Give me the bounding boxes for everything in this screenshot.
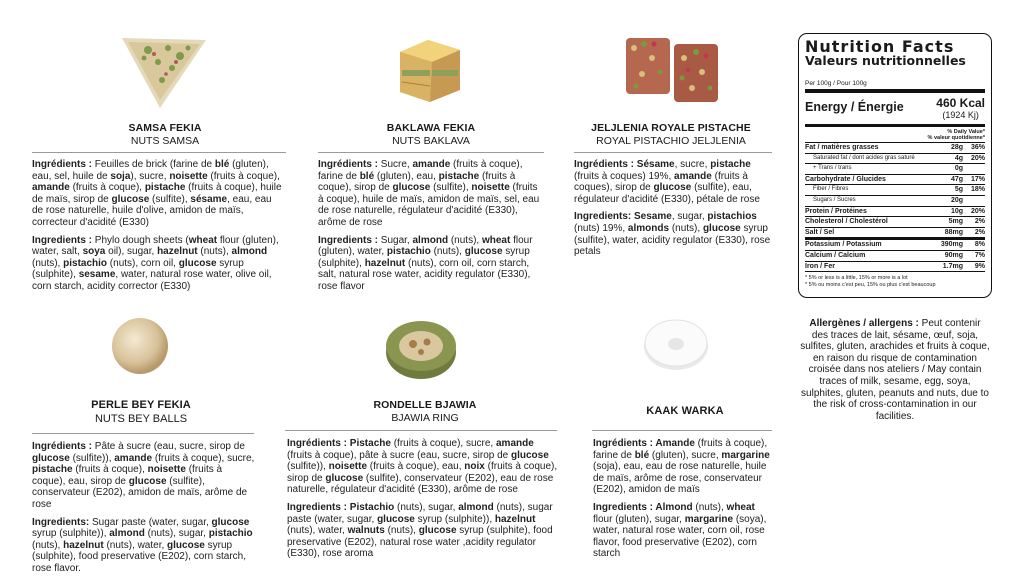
nutrient-amount: 5g	[954, 186, 963, 194]
product-name-kaak-warka	[600, 405, 770, 418]
highlighted-term: Ingrédients :	[287, 438, 350, 449]
nutrient-amount: 4g	[954, 154, 963, 162]
highlighted-term: Ingrédients :	[32, 441, 95, 452]
highlighted-term: pistache	[710, 159, 751, 170]
ingredients-fr	[593, 438, 775, 496]
nutrient-amount: 90mg	[944, 251, 963, 259]
nutrient-daily-value: 20%	[970, 154, 985, 162]
nutrient-row	[805, 262, 985, 273]
nutrient-row	[805, 240, 985, 251]
highlighted-term: Allergènes / allergens :	[809, 318, 922, 329]
text-segment: (soja), eau, eau de rose naturelle, huile de maïs, arôme de rose, conservateur (E202), amidon de maïs	[593, 461, 767, 496]
nutrient-label: Carbohydrate / Glucides	[805, 175, 886, 183]
highlighted-term: glucose	[464, 246, 503, 258]
nutrient-label: Protein / Protéines	[805, 207, 867, 215]
nutrient-daily-value: 2%	[974, 218, 985, 226]
nutrient-daily-value	[963, 196, 985, 206]
text-segment: , water, natural rose water, olive oil, corn starch, acidity corrector (E330)	[32, 269, 272, 292]
highlighted-term: Pistachio	[349, 501, 395, 513]
text-segment: syrup (sulphite),	[318, 246, 530, 269]
text-segment: flour (gluten), sugar,	[593, 513, 685, 525]
text-segment: ), sucre,	[130, 170, 170, 182]
highlighted-term: glucose	[128, 475, 167, 487]
highlighted-term: pistachio	[386, 246, 431, 258]
nutrient-row	[805, 154, 985, 165]
highlighted-term: Ingredients :	[32, 234, 95, 246]
text-segment: syrup (sulphite),	[32, 257, 244, 281]
text-segment: (nuts), sugar,	[144, 528, 209, 540]
daily-value-header	[805, 127, 985, 143]
highlighted-term: Almond	[655, 501, 693, 513]
nutrient-label: Potassium / Potassium	[805, 241, 882, 249]
highlighted-term: hazelnut	[157, 246, 198, 258]
text-segment: (fruits à coque),	[69, 182, 145, 194]
highlighted-term: glucose	[392, 182, 431, 194]
text-segment: (gluten), eau, sel, huile de	[32, 159, 269, 182]
ingredients-baklawa-fekia	[318, 159, 544, 299]
nutrition-facts-panel	[798, 33, 992, 298]
highlighted-term: noisette	[169, 170, 208, 182]
nutrient-label: Calcium / Calcium	[805, 251, 866, 259]
highlighted-term: blé	[214, 159, 230, 170]
text-segment: (nuts), corn oil,	[107, 257, 179, 269]
ingredients-kaak-warka	[593, 438, 775, 566]
nutrient-amount: 1.7mg	[942, 262, 963, 270]
nutrient-label: Iron / Fer	[805, 262, 835, 270]
nutrient-amount: 20g	[950, 196, 963, 204]
text-segment: syrup (sulphite)),	[32, 528, 110, 540]
highlighted-term: glucose	[418, 525, 457, 537]
text-segment: (nuts),	[692, 501, 727, 513]
text-segment: (nuts) 19%,	[574, 222, 628, 234]
text-segment: flour (gluten), water,	[318, 234, 533, 258]
product-subtitle: ROYAL PISTACHIO JELJLENIA	[596, 135, 746, 147]
text-segment: (sulfite)),	[287, 461, 329, 473]
text-segment: (sulfite)),	[69, 452, 115, 464]
text-segment: (nuts),	[32, 539, 64, 551]
product-title: KAAK WARKA	[646, 405, 724, 417]
highlighted-term: Sesame	[634, 211, 672, 223]
divider	[592, 430, 772, 431]
kaak-warka-photo	[640, 314, 712, 374]
highlighted-term: noisette	[147, 464, 186, 476]
product-title: SAMSA FEKIA	[128, 122, 202, 134]
highlighted-term: glucose	[653, 182, 692, 194]
nutrient-row	[805, 185, 985, 196]
text-segment: (fruits à coque), sirop de	[318, 170, 516, 194]
daily-value-header-en: % Daily Value*	[947, 129, 985, 135]
nutrient-daily-value: 7%	[974, 251, 985, 259]
ingredients-fr	[574, 159, 774, 205]
text-segment: (fruits à coque),	[207, 170, 280, 182]
text-segment: (fruits à coque), sucre,	[390, 438, 496, 449]
text-segment: Sucre,	[380, 159, 413, 170]
energy-kcal: 460 Kcal	[936, 96, 985, 110]
text-segment: (fruits à coque), farine de	[593, 438, 768, 461]
footnote-fr: * 5% ou moins c'est peu, 15% ou plus c'est beaucoup	[805, 282, 936, 289]
nutrient-row	[805, 217, 985, 228]
highlighted-term: almond	[412, 234, 449, 246]
highlighted-term: Ingredients:	[32, 516, 93, 528]
highlighted-term: Ingrédients :	[574, 159, 637, 170]
text-segment: (fruits à coque), sucre,	[152, 452, 255, 464]
divider	[32, 152, 286, 153]
highlighted-term: almond	[231, 246, 268, 258]
rondelle-bjawia-photo	[383, 314, 459, 382]
nutrient-amount: 47g	[950, 175, 963, 183]
nutrient-daily-value: 18%	[970, 186, 985, 194]
product-subtitle: NUTS BAKLAVA	[392, 135, 470, 147]
text-segment: Sugar,	[380, 234, 413, 246]
product-subtitle: NUTS SAMSA	[130, 135, 200, 147]
text-segment: (fruits à coques) 19%,	[574, 170, 675, 182]
nutrient-daily-value	[963, 164, 985, 174]
highlighted-term: Ingredients :	[318, 234, 381, 246]
text-segment: (fruits à coque), huile de maïs, amidon de maïs, sel, eau de rose naturelle, régulateur d'acidité (E330), arôme de rose	[318, 182, 540, 228]
ingredients-en	[593, 502, 775, 560]
nutrient-label: Sugars / Sucres	[813, 196, 856, 203]
text-segment: (nuts), sugar,	[394, 501, 459, 513]
highlighted-term: soya	[82, 246, 106, 258]
ingredients-fr	[32, 441, 258, 511]
highlighted-term: amande	[412, 159, 451, 170]
nutrient-amount: 0g	[954, 165, 963, 173]
text-segment: (nuts), corn oil, corn starch, salt, natural rose water, acidity regulator (E330), rose flavor	[318, 257, 531, 292]
text-segment: (fruits à coque), pâte à sucre (eau, sucre, sirop de	[287, 449, 511, 461]
nutrient-amount: 10g	[950, 207, 963, 215]
samsa-fekia-photo	[118, 32, 210, 110]
ingredients-perle-bey	[32, 441, 258, 581]
ingredients-en	[318, 235, 544, 293]
highlighted-term: hazelnut	[63, 539, 104, 551]
text-segment: (nuts),	[430, 246, 465, 258]
highlighted-term: pistache	[144, 182, 186, 194]
daily-value-header-fr: % valeur quotidienne*	[927, 135, 985, 141]
text-segment: (soya), water, natural rose water, corn oil, rose flavor, food preservative (E202), corn starch	[593, 513, 767, 560]
highlighted-term: Pistache	[349, 438, 391, 449]
highlighted-term: amande	[495, 438, 534, 449]
text-segment: (fruits à coques), sirop de	[574, 170, 748, 194]
text-segment: Phylo dough sheets (	[94, 234, 189, 246]
text-segment: , sucre,	[674, 159, 711, 170]
text-segment: (fruits à coque), eau,	[367, 461, 465, 473]
highlighted-term: margarine	[684, 513, 734, 525]
nutrient-row	[805, 207, 985, 218]
nutrient-daily-value: 8%	[974, 241, 985, 249]
text-segment: Feuilles de brick (farine de	[94, 159, 215, 170]
highlighted-term: Ingredients :	[287, 501, 350, 513]
highlighted-term: glucose	[511, 449, 549, 461]
text-segment: (nuts),	[32, 257, 64, 269]
ingredients-en	[32, 517, 258, 575]
highlighted-term: sesame	[78, 269, 116, 281]
text-segment: (nuts), sugar paste (water, sugar,	[287, 501, 553, 525]
nutrient-daily-value: 2%	[974, 228, 985, 236]
divider	[318, 152, 544, 153]
highlighted-term: noisette	[471, 182, 510, 194]
nutrient-daily-value: 9%	[974, 262, 985, 270]
jeljlenia-photo	[622, 28, 722, 108]
highlighted-term: wheat	[188, 234, 218, 246]
ingredients-jeljlenia	[574, 159, 774, 264]
highlighted-term: glucose	[167, 539, 205, 551]
highlighted-term: blé	[359, 170, 375, 182]
energy-kj: (1924 Kj)	[942, 110, 979, 120]
product-title: PERLE BEY FEKIA	[91, 399, 191, 411]
highlighted-term: glucose	[325, 472, 364, 484]
text-segment: (nuts),	[197, 246, 232, 258]
highlighted-term: pistachios	[707, 211, 757, 223]
text-segment: , sugar,	[671, 211, 708, 223]
highlighted-term: Ingredients:	[574, 211, 635, 223]
nutrition-footnote	[805, 275, 985, 289]
text-segment: (gluten), sucre,	[649, 449, 722, 461]
nutrition-title: Nutrition Facts	[805, 37, 955, 56]
highlighted-term: noisette	[328, 461, 368, 473]
perle-bey-photo	[110, 316, 170, 376]
baklawa-fekia-photo	[390, 34, 466, 106]
text-segment: oil), sugar,	[105, 246, 158, 258]
highlighted-term: Ingredients :	[593, 501, 656, 513]
nutrient-row	[805, 251, 985, 262]
energy-value	[936, 97, 985, 121]
text-segment: (fruits à coque), sirop de	[287, 461, 558, 484]
ingredients-en	[32, 235, 284, 293]
product-name-perle-bey	[56, 398, 226, 426]
nutrient-label: Cholesterol / Cholestérol	[805, 218, 888, 226]
product-subtitle: NUTS BEY BALLS	[94, 413, 188, 425]
nutrient-daily-value: 36%	[970, 144, 985, 151]
nutrient-label: Saturated fat / dont acides gras saturé	[813, 154, 915, 161]
product-title: RONDELLE BJAWIA	[373, 399, 477, 411]
nutrient-amount: 88mg	[944, 228, 963, 236]
text-segment: (nuts),	[669, 222, 703, 234]
highlighted-term: blé	[634, 449, 650, 461]
ingredients-samsa-fekia	[32, 159, 284, 299]
highlighted-term: pistachio	[63, 257, 108, 269]
nutrient-amount: 5mg	[948, 218, 963, 226]
highlighted-term: Ingrédients :	[318, 159, 381, 170]
highlighted-term: glucose	[111, 193, 150, 205]
highlighted-term: soja	[110, 170, 131, 182]
product-name-baklawa-fekia	[346, 122, 516, 148]
nutrient-rows	[805, 143, 985, 272]
text-segment: (fruits à coque), farine de	[318, 159, 523, 182]
nutrient-label: Fiber / Fibres	[813, 186, 849, 193]
text-segment: (nuts),	[448, 234, 482, 246]
text-segment: (nuts), water,	[287, 525, 348, 537]
text-segment: (sulfite),	[430, 182, 472, 194]
nutrient-label: + Trans / trans	[813, 165, 852, 172]
nutrient-amount: 28g	[950, 144, 963, 151]
text-segment: syrup (sulphite), food preservative (E202), natural rose water ,acidity regulator (E330), rose aroma	[287, 525, 553, 560]
highlighted-term: pistachio	[208, 528, 253, 540]
product-name-jeljlenia	[572, 122, 770, 148]
nutrient-row	[805, 196, 985, 207]
highlighted-term: pistache	[438, 170, 480, 182]
text-segment: (fruits à coque), huile de maïs, sirop de	[32, 182, 282, 205]
highlighted-term: walnuts	[347, 525, 385, 537]
highlighted-term: Amande	[655, 438, 695, 449]
nutrition-title-fr: Valeurs nutritionnelles	[805, 53, 966, 68]
text-segment: Sugar paste (water, sugar,	[92, 516, 212, 528]
text-segment: syrup (sulfite), water, acidity regulator (E330), rose petals	[574, 222, 771, 258]
highlighted-term: wheat	[726, 501, 755, 513]
product-title: JELJLENIA ROYALE PISTACHE	[591, 122, 751, 134]
text-segment: (sulfite), conservateur (E202), eau de rose naturelle, régulateur d'acidité (E330), arôme de rose	[287, 472, 554, 496]
highlighted-term: glucose	[32, 452, 70, 464]
nutrient-amount: 390mg	[940, 241, 963, 249]
nutrient-row	[805, 228, 985, 241]
highlighted-term: noix	[464, 461, 485, 473]
highlighted-term: hazelnut	[364, 257, 406, 269]
ingredients-fr	[318, 159, 544, 229]
product-name-samsa-fekia	[80, 122, 250, 148]
highlighted-term: Ingrédients :	[32, 159, 95, 170]
ingredients-en	[574, 211, 774, 257]
text-segment: (nuts),	[384, 525, 419, 537]
divider	[32, 433, 254, 434]
highlighted-term: amande	[32, 182, 70, 194]
nutrient-label: Salt / Sel	[805, 228, 835, 236]
text-segment: syrup (sulphite), food preservative (E202), corn starch, rose flavor.	[32, 539, 246, 574]
text-segment: Pâte à sucre (eau, sucre, sirop de	[94, 441, 245, 452]
highlighted-term: wheat	[481, 234, 511, 246]
highlighted-term: almond	[109, 528, 145, 540]
text-segment: (fruits à coque), eau, sirop de	[32, 464, 223, 487]
energy-label: Energy / Énergie	[805, 100, 904, 114]
highlighted-term: glucose	[178, 257, 217, 269]
divider	[285, 430, 557, 431]
text-segment: (gluten), eau,	[374, 170, 439, 182]
highlighted-term: almond	[458, 501, 494, 513]
text-segment: , eau, eau de rose naturelle, huile d'olive, amidon de maïs, correcteur d'acidité (E330)	[32, 193, 272, 228]
highlighted-term: hazelnut	[494, 513, 536, 525]
allergen-statement	[800, 318, 990, 422]
text-segment: flour (gluten), water, salt,	[32, 234, 279, 258]
highlighted-term: amande	[674, 170, 712, 182]
highlighted-term: margarine	[721, 449, 770, 461]
serving-size: Per 100g / Pour 100g	[805, 80, 985, 93]
footnote-en: * 5% or less is a little, 15% or more is a lot	[805, 275, 908, 282]
energy-row	[805, 93, 985, 127]
highlighted-term: Sésame	[636, 159, 675, 170]
highlighted-term: glucose	[702, 222, 741, 234]
text-segment: (sulfite), eau, régulateur d'acidité (E330), pétale de rose	[574, 182, 760, 205]
text-segment: (sulfite),	[149, 193, 191, 205]
ingredients-en	[287, 502, 559, 560]
divider	[574, 152, 772, 153]
nutrient-row	[805, 143, 985, 154]
nutrient-row	[805, 164, 985, 175]
text-segment: (sulfite), conservateur (E202), amidon de maïs, arôme de rose	[32, 475, 248, 510]
text-segment: (nuts), water,	[103, 539, 168, 551]
highlighted-term: amande	[114, 452, 153, 464]
nutrient-daily-value: 17%	[970, 175, 985, 183]
nutrient-row	[805, 175, 985, 186]
product-title: BAKLAWA FEKIA	[386, 122, 476, 134]
nutrient-daily-value: 20%	[970, 207, 985, 215]
ingredients-fr	[287, 438, 559, 496]
text-segment: (fruits à coque),	[72, 464, 148, 476]
ingredients-fr	[32, 159, 284, 229]
ingredients-rondelle-bjawia	[287, 438, 559, 566]
highlighted-term: glucose	[211, 516, 250, 528]
text-segment: syrup (sulphite)),	[414, 513, 495, 525]
product-name-rondelle-bjawia	[340, 399, 510, 425]
text-segment: Peut contenir des traces de lait, sésame, œuf, soja, sulfites, gluten, arachides et fruits à coque, en raison du risque de contamination croisée dans nos ateliers / May contain traces of milk, sesame, egg, soya, sulphites, gluten, peanuts and nuts, due to the risk of cross-contamination in our facilities.	[800, 318, 990, 422]
nutrient-label: Fat / matières grasses	[805, 144, 879, 151]
highlighted-term: Ingrédients :	[593, 438, 656, 449]
highlighted-term: glucose	[377, 513, 415, 525]
product-subtitle: BJAWIA RING	[391, 412, 459, 424]
highlighted-term: almonds	[627, 222, 670, 234]
highlighted-term: pistache	[32, 464, 73, 476]
highlighted-term: sésame	[190, 193, 228, 205]
